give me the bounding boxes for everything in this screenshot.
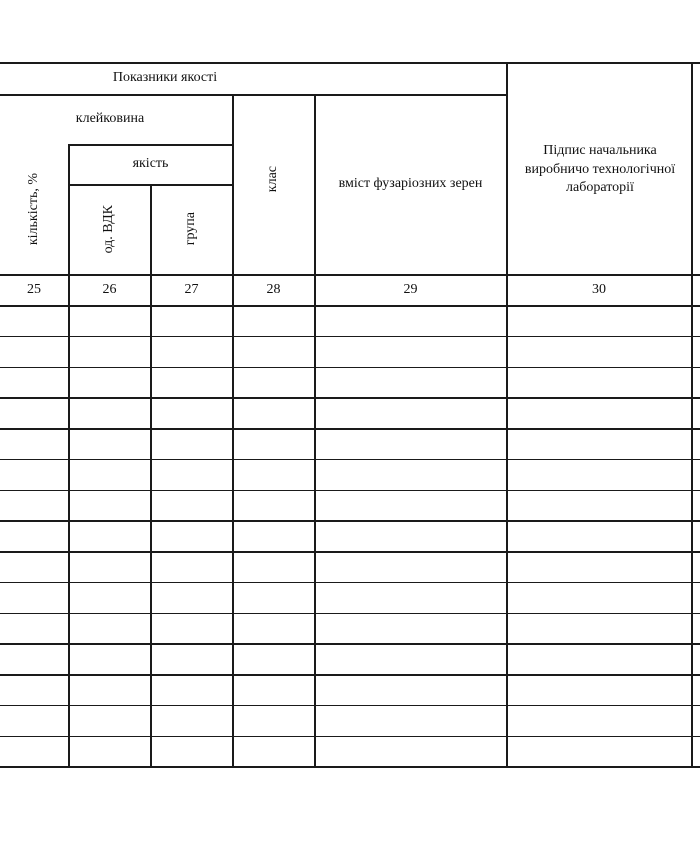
table-row-line — [0, 736, 700, 738]
table-row-line — [0, 766, 700, 768]
table-row-line — [0, 336, 700, 338]
table-row-line — [0, 582, 700, 584]
table-row-line — [0, 551, 700, 553]
table-row-line — [0, 705, 700, 707]
table-row-line — [0, 674, 700, 676]
column-number: 28 — [266, 281, 281, 297]
idk-units-header: од. ВДК — [101, 204, 117, 254]
fusarium-grains-header: вміст фузаріозних зерен — [338, 175, 483, 191]
column-number: 29 — [403, 281, 418, 297]
quantity-percent-header: кількість, % — [25, 172, 41, 246]
table-row-line — [0, 367, 700, 369]
quality-indicators-header: Показники якості — [112, 69, 218, 85]
column-divider — [691, 62, 693, 767]
gluten-header: клейковина — [75, 110, 145, 126]
table-row-line — [0, 397, 700, 399]
gluten-quality-header: якість — [132, 155, 169, 171]
idk-header-cell — [69, 184, 150, 274]
column-number: 25 — [27, 281, 41, 297]
quantity-header-cell — [0, 144, 68, 274]
class-header-cell — [233, 94, 314, 274]
group-header: група — [183, 212, 199, 246]
column-number: 30 — [592, 281, 606, 297]
table-row-line — [0, 428, 700, 430]
column-number: 26 — [102, 281, 117, 297]
table-row-line — [0, 459, 700, 461]
table-row-line — [0, 490, 700, 492]
column-number: 27 — [184, 281, 199, 297]
table-row-line — [0, 613, 700, 615]
lab-head-signature-header: Підпис начальника виробничо технологічної лабораторії — [524, 142, 676, 196]
column-divider — [506, 62, 508, 767]
class-header: клас — [265, 166, 281, 193]
table-row-line — [0, 643, 700, 645]
column-numbers-bottom-rule — [0, 305, 700, 307]
group-header-cell — [151, 184, 232, 274]
table-row-line — [0, 520, 700, 522]
